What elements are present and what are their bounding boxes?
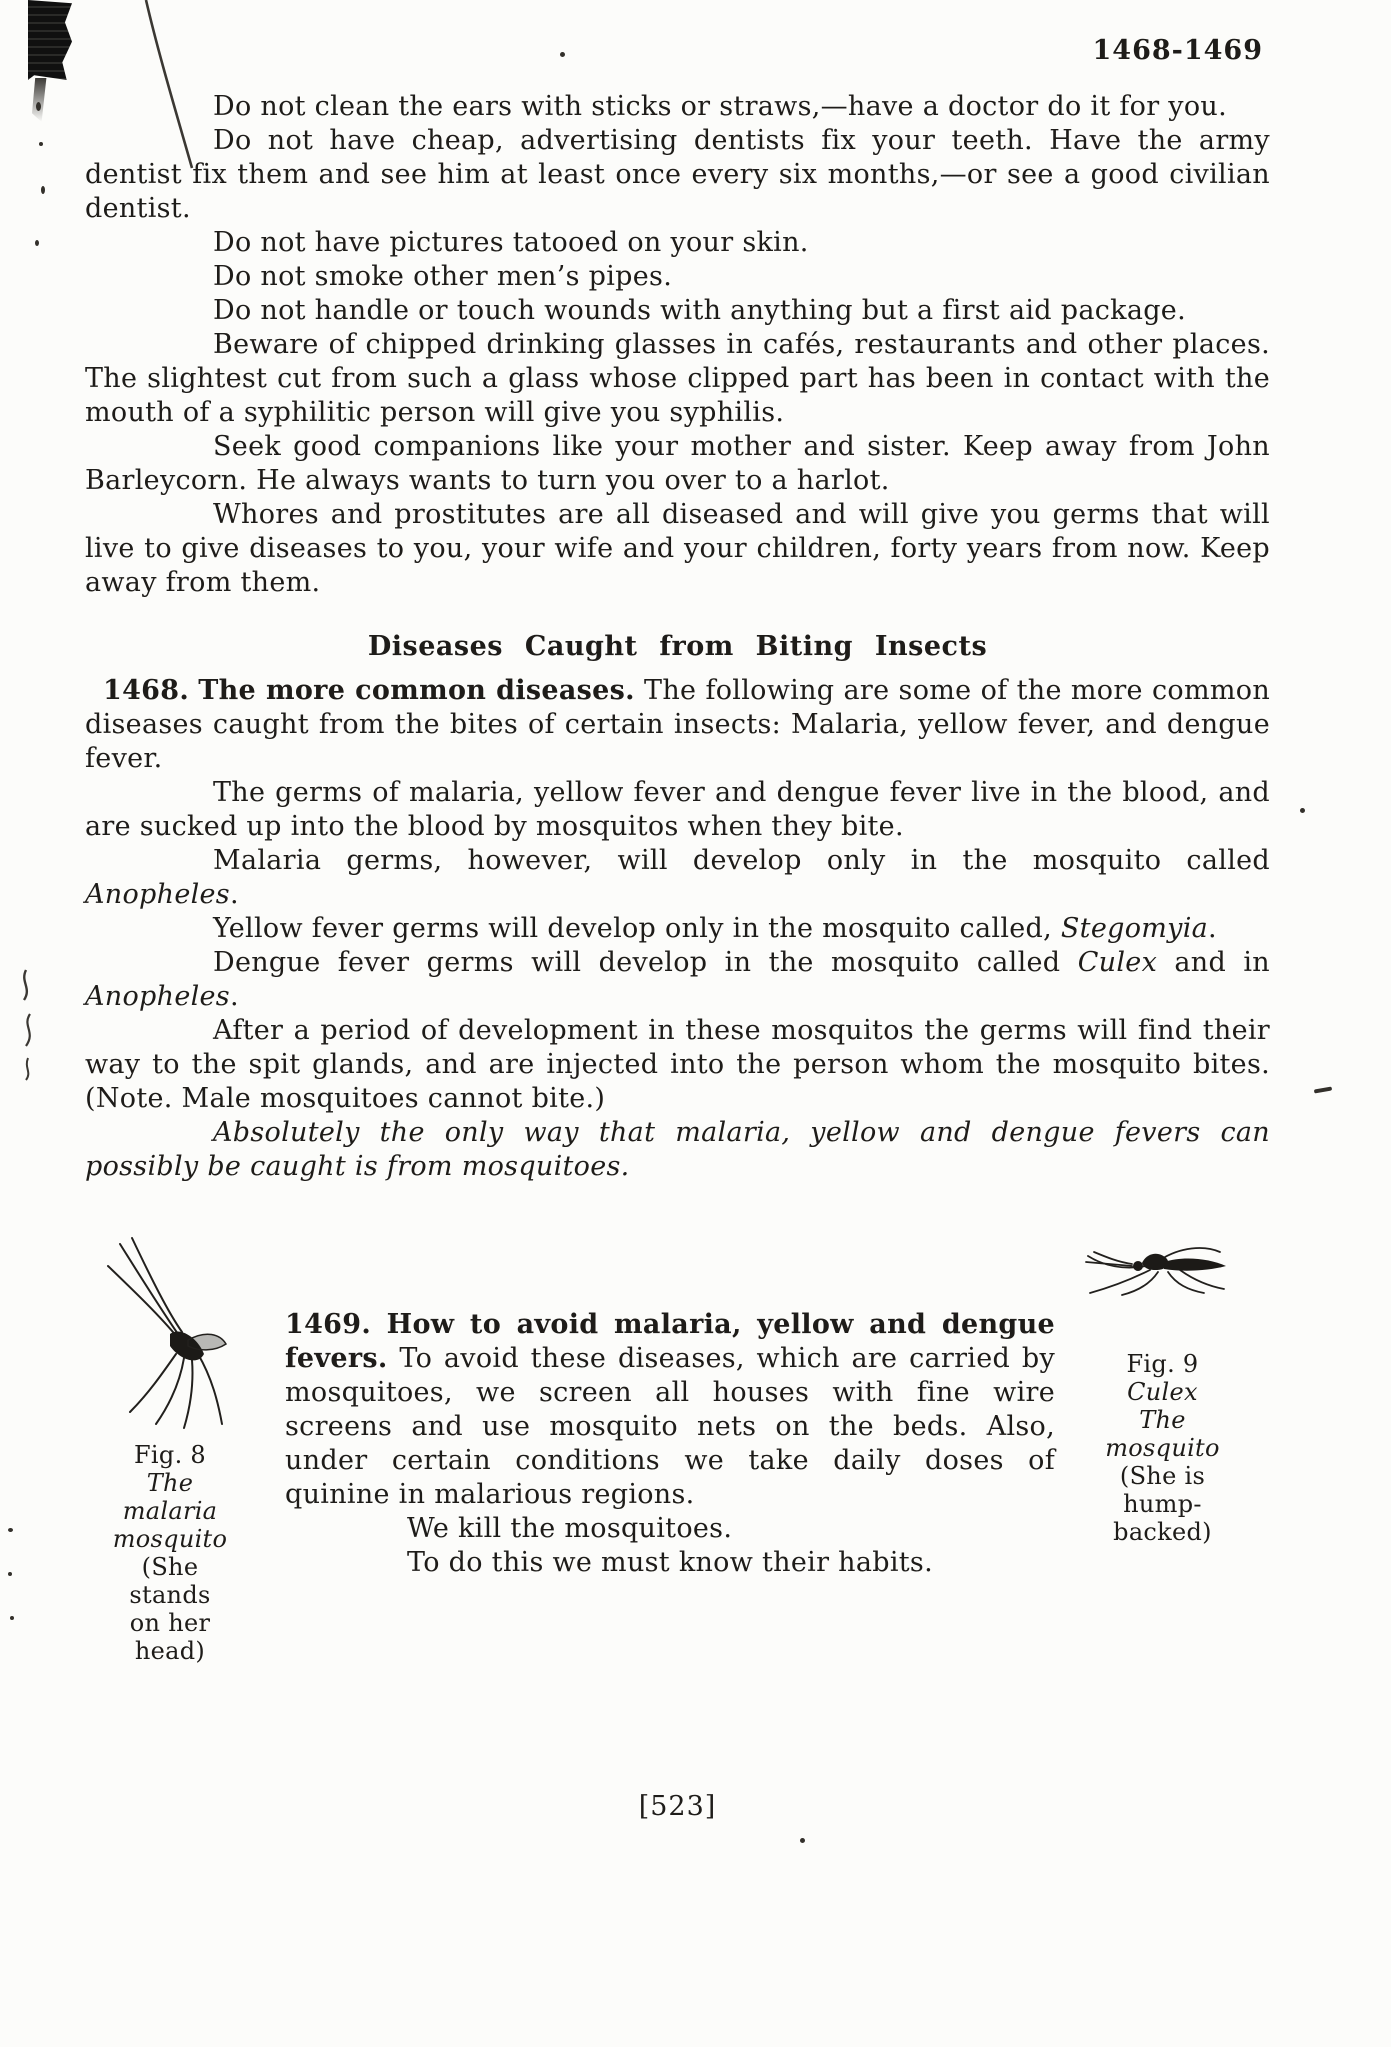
caption-line: The: [1139, 1406, 1186, 1434]
page-footer-number: [523]: [638, 1791, 717, 1822]
ink-blob-corner: [28, 0, 72, 80]
advice-paragraph: Do not clean the ears with sticks or straws,—have a doctor do it for you.: [213, 91, 1227, 122]
paragraph-text: .: [1208, 913, 1217, 944]
ink-speck: [35, 240, 39, 246]
paragraph-1468: [85, 674, 1270, 776]
advice-paragraph: Beware of chipped drinking glasses in cafés, restaurants and other places. The slightest cut from such a glass whose clipped part has been in contact with the mouth of a syphilitic person will give you syphilis.: [85, 329, 1270, 428]
species-name: Anopheles: [85, 879, 230, 910]
paragraph-text: To avoid these diseases, which are carried by mosquitoes, we screen all houses with fine wire screens and use mosquito nets on the beds. Also, under certain conditions we take daily doses of quinine in malarious regions.: [285, 1343, 1055, 1510]
ink-speck: [10, 1616, 14, 1620]
paragraph-1469: [285, 1308, 1055, 1512]
fig9-mosquito-drawing: [1080, 1236, 1245, 1298]
caption-line: Culex: [1127, 1378, 1198, 1406]
advice-paragraph: Do not smoke other men’s pipes.: [213, 261, 673, 292]
advice-paragraph: Do not have pictures tatooed on your skin.: [213, 227, 809, 258]
ink-speck: [39, 142, 43, 146]
caption-line: backed): [1113, 1518, 1212, 1546]
page-header-numbers: 1468-1469: [1092, 35, 1263, 66]
dengue-paragraph: [85, 946, 1270, 1014]
ink-speck: [560, 52, 565, 57]
ink-dash: [1314, 1086, 1332, 1093]
paragraph-bold-lead: The more common diseases.: [198, 675, 635, 706]
paragraph-text: and in: [1174, 947, 1270, 978]
page-body: [85, 90, 1270, 1665]
fig9-caption: [1055, 1350, 1270, 1546]
caption-line: mosquito: [112, 1525, 228, 1553]
caption-line: mosquito: [1105, 1434, 1220, 1462]
fig8-caption: [85, 1441, 255, 1665]
figure-8: [85, 1236, 255, 1665]
section-heading: Diseases Caught from Biting Insects: [367, 631, 988, 662]
kill-mosquitoes-line: We kill the mosquitoes.: [407, 1513, 733, 1544]
caption-line: hump-: [1123, 1490, 1202, 1518]
advice-paragraph: Do not have cheap, advertising dentists fix your teeth. Have the army dentist fix them and see him at least once every six months,—or see a good civilian dentist.: [85, 125, 1270, 224]
species-name: Stegomyia: [1060, 913, 1209, 944]
yellow-fever-paragraph: [85, 912, 1270, 946]
ink-speck: [1300, 808, 1305, 813]
malaria-paragraph: [85, 844, 1270, 912]
paragraph-text: .: [229, 981, 239, 1012]
paragraph-text: Yellow fever germs will develop only in the mosquito called,: [213, 913, 1052, 944]
caption-line: malaria: [122, 1497, 218, 1525]
ink-speck: [8, 1528, 13, 1532]
figure-label: Fig. 9: [1126, 1350, 1199, 1378]
advice-paragraph: Whores and prostitutes are all diseased and will give you germs that will live to give diseases to you, your wife and your children, forty years from now. Keep away from them.: [85, 499, 1270, 598]
caption-line: (She is: [1119, 1462, 1206, 1490]
paragraph-text: .: [229, 879, 239, 910]
species-name: Anopheles: [85, 981, 230, 1012]
caption-line: stands: [129, 1581, 211, 1609]
species-name: Culex: [1077, 947, 1158, 978]
ink-speck: [800, 1838, 805, 1843]
ink-speck: [36, 102, 41, 111]
paragraph-text: The following are some of the more common diseases caught from the bites of certain insects: Malaria, yellow fever, and dengue fever.: [85, 675, 1271, 774]
ink-blob-tail: [32, 78, 48, 122]
development-paragraph: After a period of development in these mosquitos the germs will find their way to the spit glands, and are injected into the person whom the mosquito bites. (Note. Male mosquitoes cannot bite.): [85, 1015, 1270, 1114]
paragraph-bold-lead: 1469. How to avoid malaria, yellow and dengue fevers.: [285, 1309, 1055, 1374]
know-habits-line: To do this we must know their habits.: [407, 1547, 933, 1578]
caption-line: head): [134, 1637, 206, 1665]
advice-paragraph: Seek good companions like your mother and sister. Keep away from John Barleycorn. He always wants to turn you over to a harlot.: [85, 431, 1270, 496]
germs-paragraph: The germs of malaria, yellow fever and dengue fever live in the blood, and are sucked up into the blood by mosquitos when they bite.: [85, 777, 1270, 842]
fig8-mosquito-drawing: [100, 1236, 240, 1431]
mosquito-warning-paragraph: Absolutely the only way that malaria, yellow and dengue fevers can possibly be caught is from mosquitoes.: [85, 1117, 1270, 1182]
paragraph-number: 1468.: [103, 675, 190, 706]
caption-line: (She: [141, 1553, 199, 1581]
margin-squiggle: [16, 966, 50, 1084]
paragraph-1469-column: [285, 1236, 1055, 1665]
caption-line: on her: [129, 1609, 211, 1637]
ink-speck: [8, 1572, 12, 1576]
paragraph-text: Dengue fever germs will develop in the mosquito called: [213, 947, 1061, 978]
figure-row: [85, 1236, 1270, 1665]
ink-speck: [41, 186, 45, 194]
figure-9: [1055, 1236, 1270, 1665]
paragraph-text: Malaria germs, however, will develop only in the mosquito called: [213, 845, 1270, 876]
figure-label: Fig. 8: [133, 1441, 207, 1469]
caption-line: The: [146, 1469, 194, 1497]
advice-paragraph: Do not handle or touch wounds with anything but a first aid package.: [213, 295, 1186, 326]
